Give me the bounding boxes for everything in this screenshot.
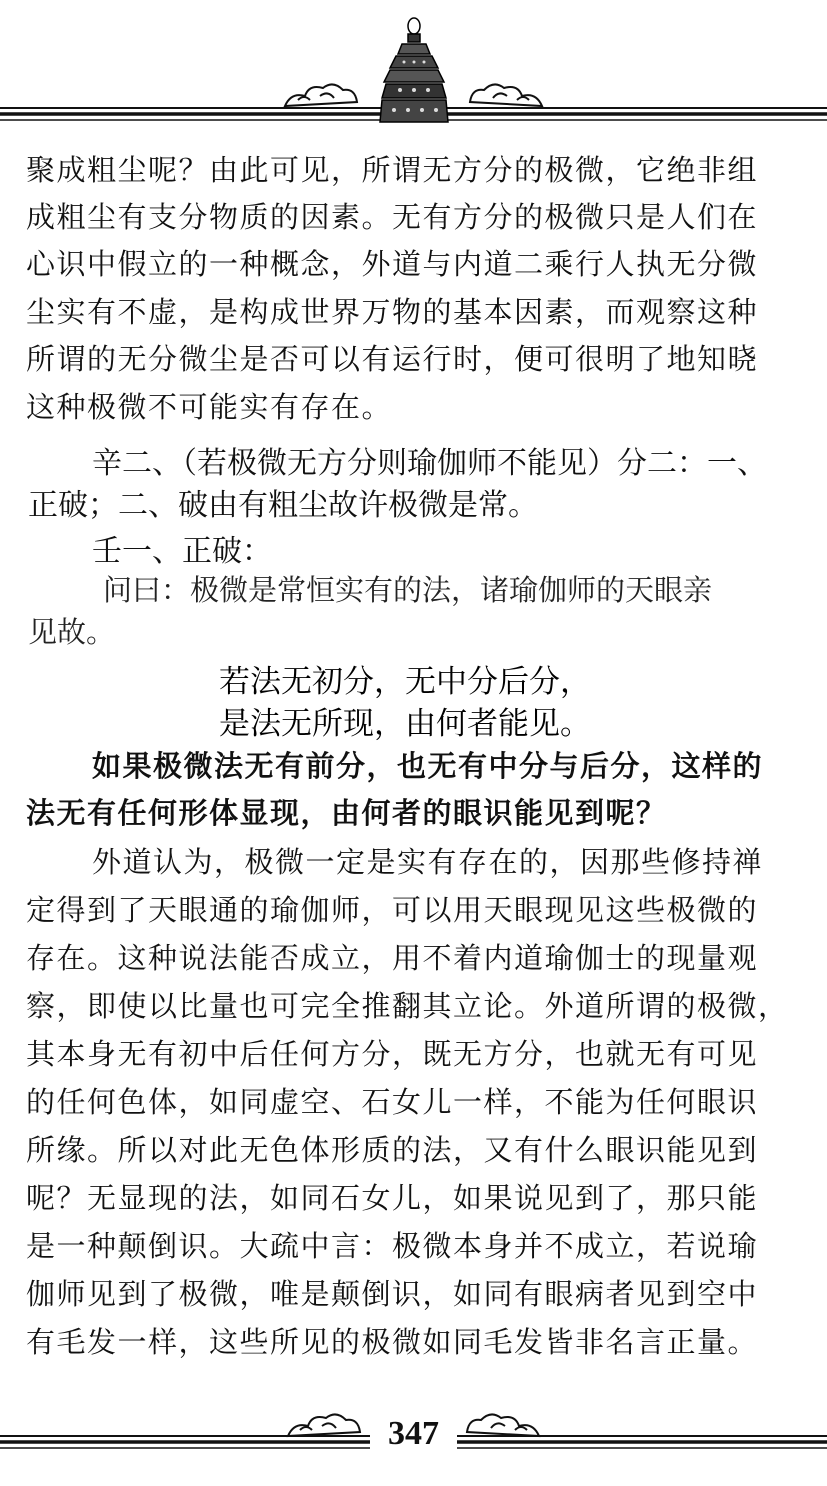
page-number: 347	[388, 1415, 439, 1452]
translation-line: 法无有任何形体显现，由何者的眼识能见到呢？	[26, 796, 667, 830]
text-line: 有毛发一样，这些所见的极微如同毛发皆非名言正量。	[26, 1325, 759, 1359]
question-line: 见故。	[28, 615, 116, 649]
text-line: 其本身无有初中后任何方分，既无方分，也就无有可见	[26, 1037, 759, 1071]
translation-line: 如果极微法无有前分，也无有中分与后分，这样的	[92, 749, 764, 783]
verse-line: 若法无初分，无中分后分，	[219, 664, 591, 700]
text-line: 存在。这种说法能否成立，用不着内道瑜伽士的现量观	[26, 941, 759, 975]
text-line: 察，即使以比量也可完全推翻其立论。外道所谓的极微，	[26, 989, 789, 1023]
text-line: 成粗尘有支分物质的因素。无有方分的极微只是人们在	[26, 200, 759, 234]
text-line: 的任何色体，如同虚空、石女儿一样，不能为任何眼识	[26, 1085, 759, 1119]
text-line: 伽师见到了极微，唯是颠倒识，如同有眼病者见到空中	[26, 1277, 759, 1311]
section-heading-line: 正破；二、破由有粗尘故许极微是常。	[28, 488, 538, 523]
text-line: 定得到了天眼通的瑜伽师，可以用天眼现见这些极微的	[26, 893, 759, 927]
text-line: 呢？无显现的法，如同石女儿，如果说见到了，那只能	[26, 1181, 759, 1215]
text-line: 所谓的无分微尘是否可以有运行时，便可很明了地知晓	[26, 342, 759, 376]
text-line: 外道认为，极微一定是实有存在的，因那些修持禅	[92, 845, 764, 879]
verse-line: 是法无所现，由何者能见。	[219, 706, 591, 742]
text-line: 是一种颠倒识。大疏中言：极微本身并不成立，若说瑜	[26, 1229, 759, 1263]
subsection-heading: 壬一、正破：	[92, 534, 272, 569]
section-heading-line: 辛二、（若极微无方分则瑜伽师不能见）分二：一、	[92, 446, 767, 481]
text-line: 这种极微不可能实有存在。	[26, 390, 393, 424]
text-line: 心识中假立的一种概念，外道与内道二乘行人执无分微	[26, 247, 759, 281]
header-ornament	[0, 0, 827, 140]
text-line: 所缘。所以对此无色体形质的法，又有什么眼识能见到	[26, 1133, 759, 1167]
text-line: 尘实有不虚，是构成世界万物的基本因素，而观察这种	[26, 295, 759, 329]
text-line: 聚成粗尘呢？由此可见，所谓无方分的极微，它绝非组	[26, 153, 759, 187]
question-line: 问曰：极微是常恒实有的法，诸瑜伽师的天眼亲	[103, 573, 713, 607]
stupa-icon	[0, 0, 827, 140]
